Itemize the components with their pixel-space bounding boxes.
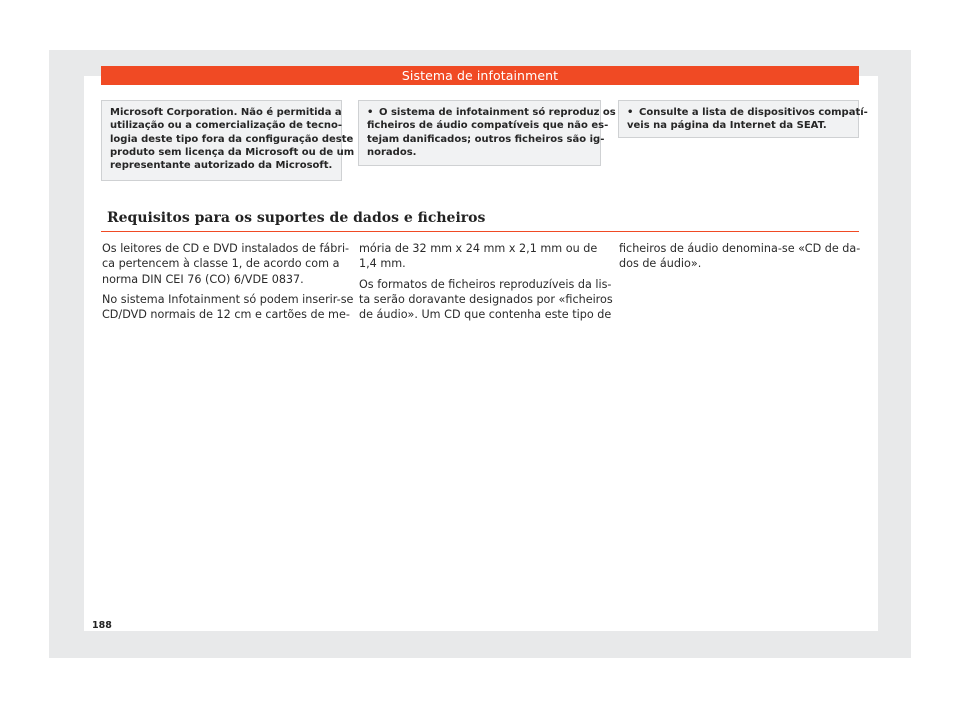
text-line: No sistema Infotainment só podem inserir-se <box>102 292 354 306</box>
text-line: Os formatos de ficheiros reproduzíveis da lis- <box>359 277 612 291</box>
note-line: utilização ou a comercialização de tecno- <box>110 120 343 132</box>
note-line: veis na página da Internet da SEAT. <box>627 120 827 132</box>
text-line: de áudio». Um CD que contenha este tipo de <box>359 308 612 322</box>
text-line: norma DIN CEI 76 (CO) 6/VDE 0837. <box>102 272 304 286</box>
section-title: Requisitos para os suportes de dados e ficheiros <box>107 210 486 226</box>
text-column-3 <box>619 241 864 277</box>
paragraph <box>102 292 354 323</box>
note-line: tejam danificados; outros ficheiros são ig- <box>367 133 605 145</box>
text-column-1 <box>102 241 354 327</box>
bullet-icon: • <box>627 107 634 118</box>
paragraph <box>619 241 864 272</box>
paragraph <box>102 241 350 287</box>
note-line: norados. <box>367 146 417 158</box>
text-line: ca pertencem à classe 1, de acordo com a <box>102 257 340 271</box>
note-box-compatible-devices <box>618 100 868 138</box>
note-line: Microsoft Corporation. Não é permitida a <box>110 107 342 118</box>
text-line: ta serão doravante designados por «ficheiros <box>359 292 613 306</box>
note-line: representante autorizado da Microsoft. <box>110 160 333 172</box>
note-line: logia deste tipo fora da configuração deste <box>110 133 354 145</box>
text-column-2 <box>359 241 613 327</box>
note-text: Consulte a lista de dispositivos compatí- <box>639 107 868 118</box>
page-header-title: Sistema de infotainment <box>101 66 859 85</box>
note-text: O sistema de infotainment só reproduz os <box>379 107 616 118</box>
note-line: produto sem licença da Microsoft ou de um <box>110 146 355 158</box>
paragraph <box>359 277 613 323</box>
note-line <box>627 106 868 119</box>
note-box-audio-files <box>358 100 616 166</box>
text-line: dos de áudio». <box>619 257 702 271</box>
text-line: 1,4 mm. <box>359 257 406 271</box>
paragraph <box>359 241 604 272</box>
text-line: Os leitores de CD e DVD instalados de fábri- <box>102 242 350 255</box>
note-line: ficheiros de áudio compatíveis que não es- <box>367 120 609 132</box>
page-number: 188 <box>92 620 112 631</box>
section-divider <box>101 231 859 232</box>
bullet-icon: • <box>367 107 374 118</box>
text-line: ficheiros de áudio denomina-se «CD de da- <box>619 242 861 255</box>
text-line: CD/DVD normais de 12 cm e cartões de me- <box>102 308 350 322</box>
note-line <box>367 106 616 119</box>
note-box-license <box>101 100 355 181</box>
text-line: mória de 32 mm x 24 mm x 2,1 mm ou de <box>359 242 598 255</box>
